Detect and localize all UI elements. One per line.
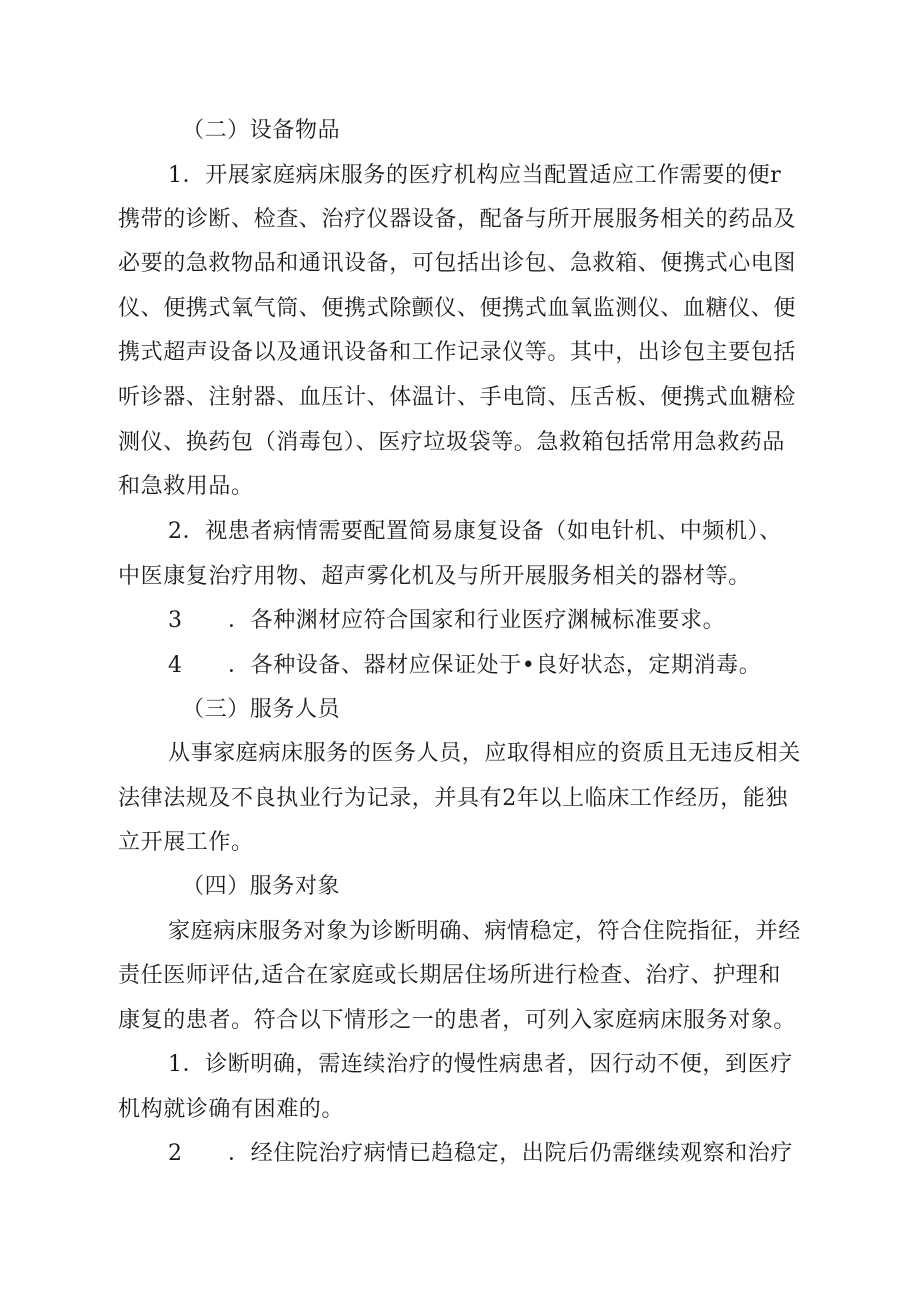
paragraph-line: 听诊器、注射器、血压计、体温计、手电筒、压舌板、便携式血糖检 [118,385,797,410]
paragraph-line: 1．开展家庭病床服务的医疗机构应当配置适应工作需要的便r [168,163,782,188]
paragraph-line: 机构就诊确有困难的。 [118,1097,345,1122]
item-text: ．经住院治疗病情已趋稳定，出院后仍需继续观察和治疗 [228,1141,794,1166]
paragraph-line: 和急救用品。 [118,474,254,499]
section-heading-equipment: （二）设备物品 [182,118,341,143]
item-text: ．各种渊材应符合国家和行业医疗渊械标准要求。 [228,608,726,633]
paragraph-line: 必要的急救物品和通讯设备，可包括出诊包、急救箱、便携式心电图 [118,251,797,276]
paragraph-line: 携带的诊断、检查、治疗仪器设备，配备与所开展服务相关的药品及 [118,207,797,232]
paragraph-line: 仪、便携式氧气筒、便携式除颤仪、便携式血氧监测仪、血糖仪、便 [118,296,797,321]
paragraph-line: 家庭病床服务对象为诊断明确、病情稳定，符合住院指征，并经 [168,919,801,944]
paragraph-line: 中医康复治疗用物、超声雾化机及与所开展服务相关的器材等。 [118,564,751,589]
paragraph-line: 携式超声设备以及通讯设备和工作记录仪等。其中，出诊包主要包括 [118,340,797,365]
item-number: 3 [168,608,183,633]
paragraph-line: 1．诊断明确，需连续治疗的慢性病患者，因行动不便，到医疗 [168,1052,793,1077]
paragraph-line: 测仪、换药包（消毒包）、医疗垃圾袋等。急救箱包括常用急救药品 [118,430,786,455]
section-heading-staff: （三）服务人员 [182,697,341,722]
paragraph-line: 法律法规及不良执业行为记录，并具有2年以上临床工作经历，能独 [118,786,788,811]
numbered-item-3 [168,606,725,636]
paragraph-line: 2．视患者病情需要配置简易康复设备（如电针机、中频机）、 [168,519,782,544]
item-text: ．各种设备、器材应保证处于•良好状态，定期消毒。 [228,653,762,678]
paragraph-line: 从事家庭病床服务的医务人员，应取得相应的资质且无违反相关 [168,741,801,766]
paragraph-line: 立开展工作。 [118,830,254,855]
item-number: 2 [168,1141,183,1166]
paragraph-line: 责任医师评估,适合在家庭或长期居住场所进行检查、治疗、护理和 [118,963,781,988]
item-number: 4 [168,653,183,678]
paragraph-line: 康复的患者。符合以下情形之一的患者，可列入家庭病床服务对象。 [118,1008,797,1033]
numbered-item-4 [168,651,761,681]
section-heading-service-targets: （四）服务对象 [182,874,341,899]
numbered-item-2 [168,1139,793,1169]
